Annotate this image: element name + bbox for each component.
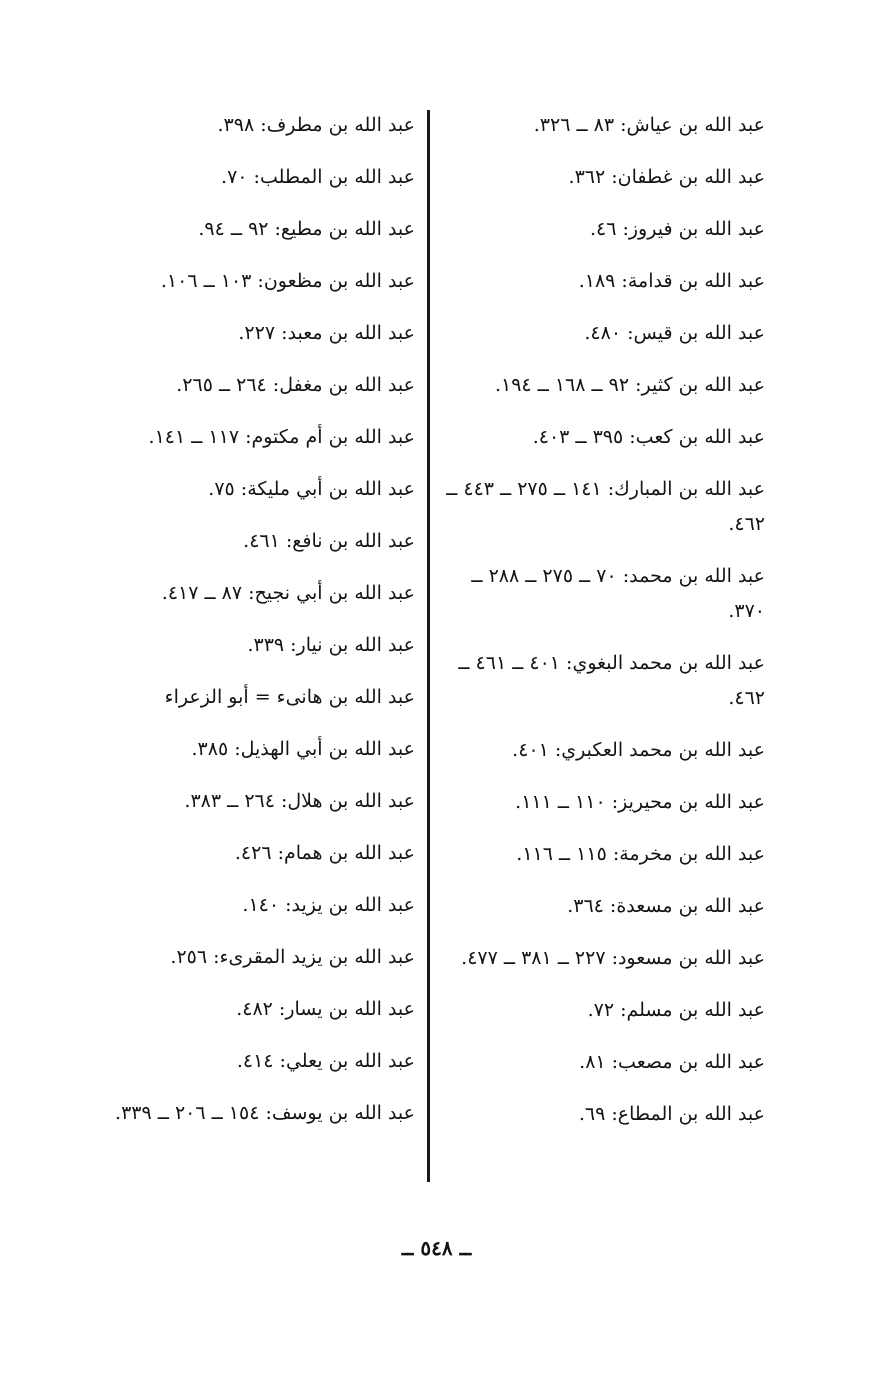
index-entry: عبد الله بن المبارك: ١٤١ ــ ٢٧٥ ــ ٤٤٣ ــ ٤٦٢. — [446, 478, 765, 535]
index-entry: عبد الله بن مطيع: ٩٢ ــ ٩٤. — [198, 218, 415, 240]
index-entry: عبد الله بن معبد: ٢٢٧. — [238, 322, 415, 344]
index-entry: عبد الله بن قيس: ٤٨٠. — [584, 322, 765, 344]
index-entry: عبد الله بن كعب: ٣٩٥ ــ ٤٠٣. — [532, 426, 765, 448]
index-entry: عبد الله بن محيريز: ١١٠ ــ ١١١. — [515, 791, 765, 813]
index-entry: عبد الله بن قدامة: ١٨٩. — [578, 270, 765, 292]
index-entry: عبد الله بن محمد: ٧٠ ــ ٢٧٥ ــ ٢٨٨ ــ ٣٧٠. — [471, 565, 765, 622]
index-entry: عبد الله بن نافع: ٤٦١. — [243, 530, 415, 552]
page-number: ــ ٥٤٨ ــ — [401, 1236, 472, 1260]
index-entry: عبد الله بن كثير: ٩٢ ــ ١٦٨ ــ ١٩٤. — [494, 374, 765, 396]
index-entry: عبد الله بن يعلي: ٤١٤. — [236, 1050, 415, 1072]
index-entry: عبد الله بن فيروز: ٤٦. — [589, 218, 765, 240]
index-entry: عبد الله بن يوسف: ١٥٤ ــ ٢٠٦ ــ ٣٣٩. — [115, 1102, 415, 1124]
index-entry: عبد الله بن المطلب: ٧٠. — [221, 166, 415, 188]
index-entry: عبد الله بن نيار: ٣٣٩. — [247, 634, 415, 656]
column-divider — [427, 110, 430, 1182]
index-entry: عبد الله بن محمد العكبري: ٤٠١. — [512, 739, 765, 761]
index-entry: عبد الله بن محمد البغوي: ٤٠١ ــ ٤٦١ ــ ٤٦٢. — [458, 652, 765, 709]
index-entry: عبد الله بن مصعب: ٨١. — [579, 1051, 765, 1073]
index-entry: عبد الله بن مسعدة: ٣٦٤. — [567, 895, 765, 917]
index-entry: عبد الله بن يزيد المقرىء: ٢٥٦. — [170, 946, 415, 968]
index-entry: عبد الله بن هانىء = أبو الزعراء — [164, 686, 415, 708]
index-entry: عبد الله بن همام: ٤٢٦. — [234, 842, 415, 864]
index-entry: عبد الله بن غطفان: ٣٦٢. — [568, 166, 765, 188]
index-entry: عبد الله بن يزيد: ١٤٠. — [242, 894, 415, 916]
index-entry: عبد الله بن مخرمة: ١١٥ ــ ١١٦. — [516, 843, 765, 865]
index-entry: عبد الله بن يسار: ٤٨٢. — [236, 998, 415, 1020]
index-entry: عبد الله بن مطرف: ٣٩٨. — [217, 114, 415, 136]
index-entry: عبد الله بن أم مكتوم: ١١٧ ــ ١٤١. — [148, 426, 415, 448]
left-column — [95, 100, 415, 1140]
index-entry: عبد الله بن المطاع: ٦٩. — [578, 1103, 765, 1125]
index-entry: عبد الله بن مظعون: ١٠٣ ــ ١٠٦. — [160, 270, 415, 292]
index-entry: عبد الله بن مسعود: ٢٢٧ ــ ٣٨١ ــ ٤٧٧. — [461, 947, 765, 969]
index-entry: عبد الله بن أبي مليكة: ٧٥. — [208, 478, 415, 500]
index-entry: عبد الله بن مسلم: ٧٢. — [587, 999, 765, 1021]
index-entry: عبد الله بن عياش: ٨٣ ــ ٣٢٦. — [533, 114, 765, 136]
index-entry: عبد الله بن هلال: ٢٦٤ ــ ٣٨٣. — [184, 790, 415, 812]
index-entry: عبد الله بن أبي الهذيل: ٣٨٥. — [191, 738, 415, 760]
index-entry: عبد الله بن أبي نجيح: ٨٧ ــ ٤١٧. — [161, 582, 415, 604]
index-entry: عبد الله بن مغفل: ٢٦٤ ــ ٢٦٥. — [176, 374, 415, 396]
right-column — [440, 100, 765, 1141]
